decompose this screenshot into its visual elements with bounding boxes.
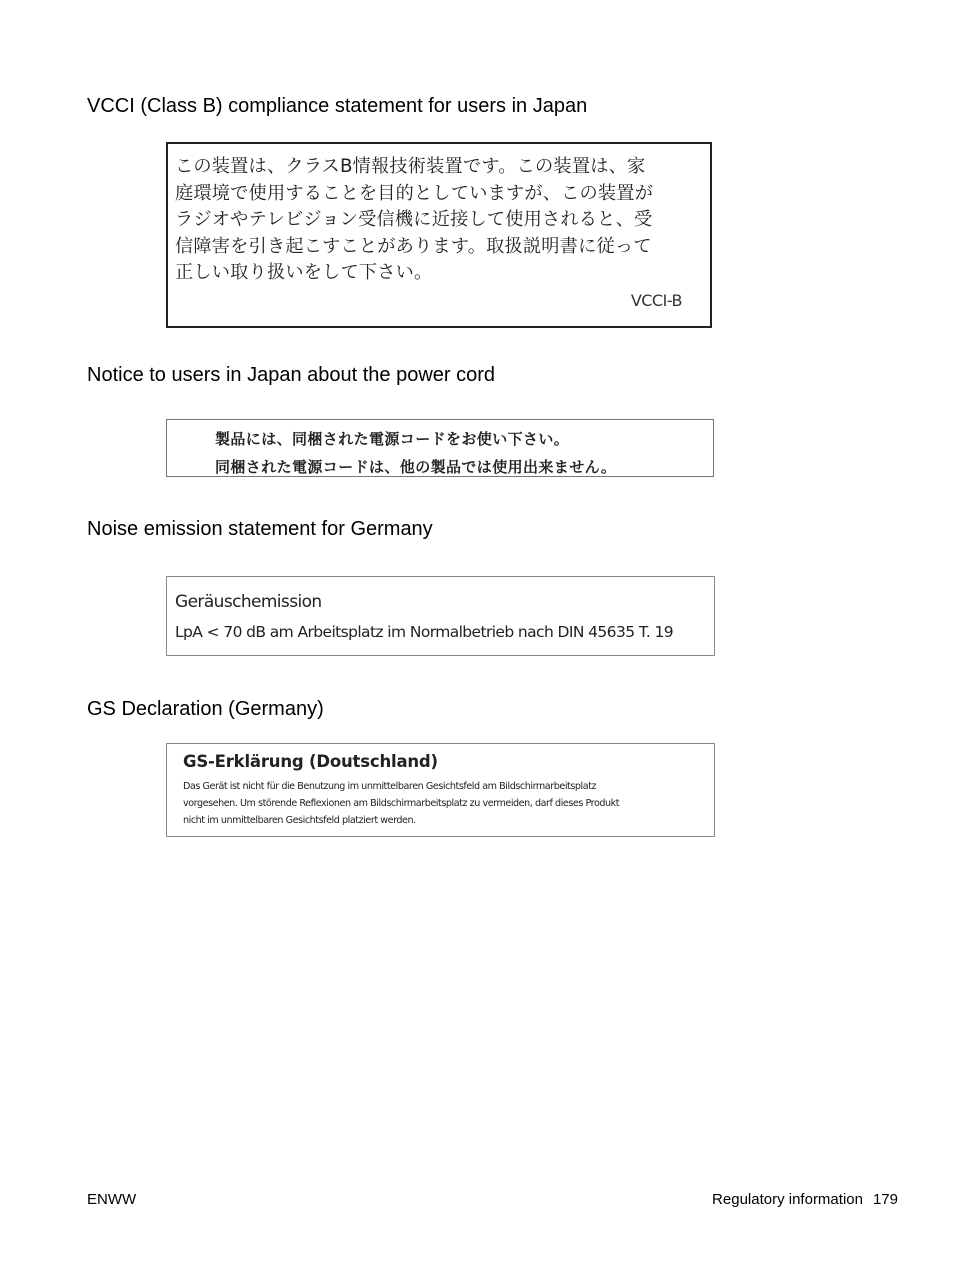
- gs-box-text: [183, 778, 714, 829]
- noise-box-text: LpA < 70 dB am Arbeitsplatz im Normalbetrieb nach DIN 45635 T. 19: [175, 623, 673, 641]
- gs-line: vorgesehen. Um störende Reflexionen am Bildschirmarbeitsplatz zu vermeiden, darf dieses Produkt: [183, 798, 620, 809]
- noise-heading: Noise emission statement for Germany: [87, 518, 433, 540]
- noise-emission-box: [166, 576, 715, 656]
- page-number: 179: [872, 1191, 898, 1208]
- gs-box-title: GS-Erklärung (Doutschland): [183, 752, 438, 771]
- footer-right: [712, 1192, 898, 1207]
- vcci-line: この装置は、クラスB情報技術装置です。この装置は、家: [175, 156, 646, 177]
- gs-line: Das Gerät ist nicht für die Benutzung im unmittelbaren Gesichtsfeld am Bildschirmarbeitsplatz: [183, 781, 597, 792]
- power-cord-line: 同梱された電源コードは、他の製品では使用出来ません。: [215, 458, 617, 476]
- gs-heading: GS Declaration (Germany): [87, 698, 324, 720]
- vcci-statement-box: [166, 142, 712, 328]
- footer-left-label: ENWW: [87, 1191, 137, 1208]
- footer-section-name: Regulatory information: [712, 1191, 863, 1208]
- gs-line: nicht im unmittelbaren Gesichtsfeld platziert werden.: [183, 815, 416, 826]
- vcci-line: 庭環境で使用することを目的としていますが、この装置が: [175, 182, 654, 204]
- vcci-line: ラジオやテレビジョン受信機に近接して使用されると、受: [175, 209, 653, 230]
- power-cord-notice-box: [166, 419, 714, 477]
- power-cord-heading: Notice to users in Japan about the power cord: [87, 364, 496, 386]
- vcci-line: 正しい取り扱いをして下さい。: [175, 262, 433, 283]
- gs-declaration-box: [166, 743, 715, 837]
- vcci-heading: VCCI (Class B) compliance statement for users in Japan: [87, 95, 588, 117]
- power-cord-line: 製品には、同梱された電源コードをお使い下さい。: [215, 430, 570, 448]
- vcci-b-mark: VCCI-B: [630, 291, 682, 310]
- noise-box-title: Geräuschemission: [175, 592, 322, 612]
- vcci-line: 信障害を引き起こすことがあります。取扱説明書に従って: [175, 235, 652, 257]
